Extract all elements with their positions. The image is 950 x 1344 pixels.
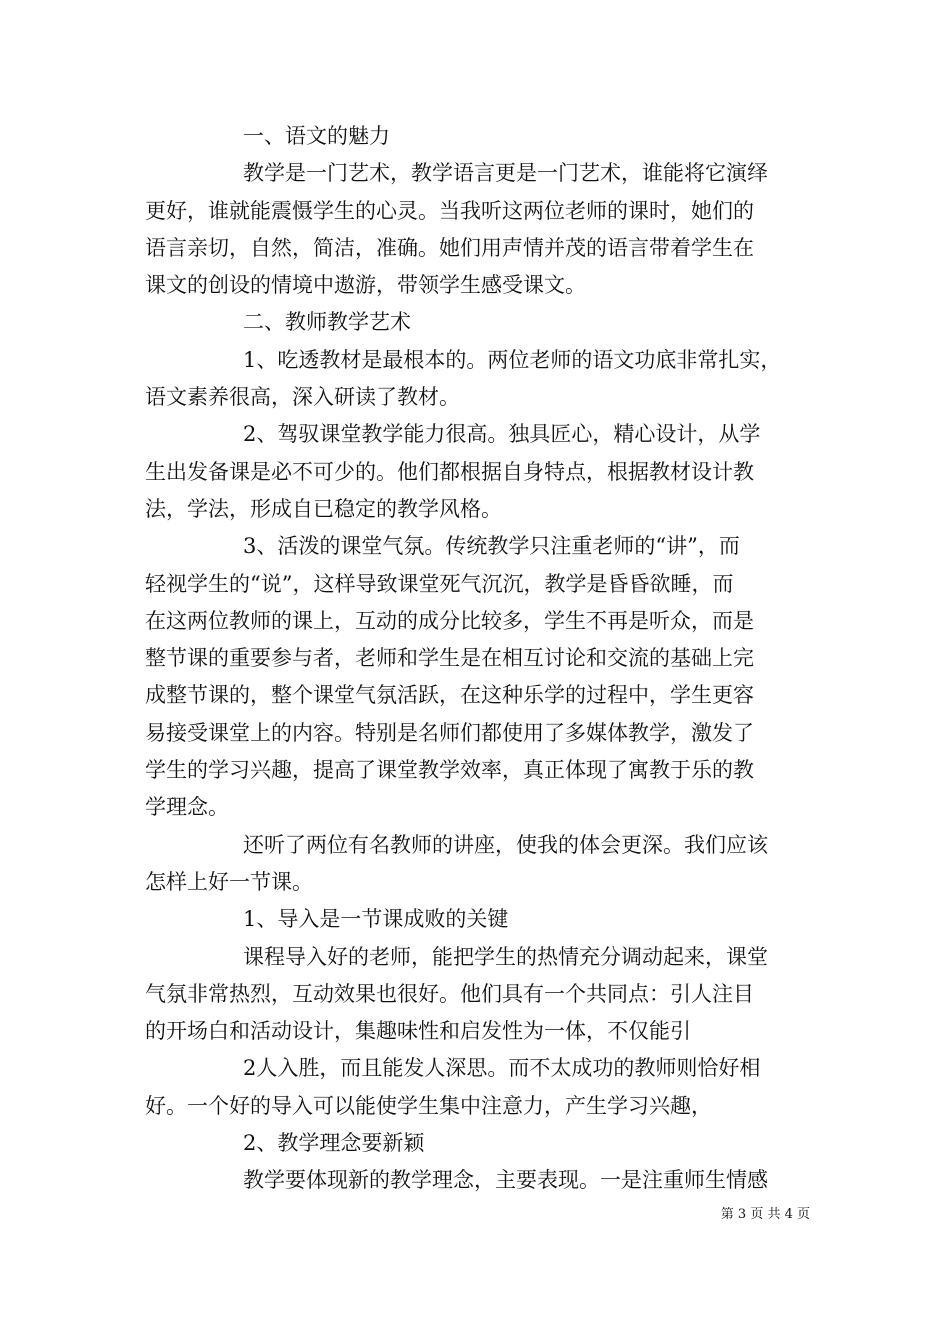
text-line: 3、活泼的课堂气氛。传统教学只注重老师的“讲”，而 (243, 534, 740, 559)
text-line: 2、驾驭课堂教学能力很高。独具匠心，精心设计，从学 (243, 422, 761, 447)
text-line: 轻视学生的“说”，这样导致课堂死气沉沉，教学是昏昏欲睡，而 (145, 571, 734, 596)
text-line: 1、导入是一节课成败的关键 (243, 907, 509, 932)
text-line: 二、教师教学艺术 (243, 310, 411, 335)
text-line: 学理念。 (145, 795, 229, 820)
text-line: 1、吃透教材是最根本的。两位老师的语文功底非常扎实， (243, 347, 782, 372)
text-line: 法，学法，形成自已稳定的教学风格。 (145, 496, 502, 521)
text-line: 语文素养很高，深入研读了教材。 (145, 385, 460, 410)
text-line: 学生的学习兴趣，提高了课堂教学效率，真正体现了寓教于乐的教 (145, 758, 754, 783)
text-line: 整节课的重要参与者，老师和学生是在相互讨论和交流的基础上完 (145, 646, 754, 671)
text-line: 语言亲切，自然，简洁，准确。她们用声情并茂的语言带着学生在 (145, 235, 754, 260)
text-line: 好。一个好的导入可以能使学生集中注意力，产生学习兴趣， (145, 1093, 712, 1118)
text-line: 2人入胜，而且能发人深思。而不太成功的教师则恰好相 (243, 1056, 761, 1081)
text-line: 一、语文的魅力 (243, 124, 390, 148)
page-number-footer: 第 3 页 共 4 页 (720, 1207, 810, 1222)
text-line: 课程导入好的老师，能把学生的热情充分调动起来，课堂 (243, 944, 768, 969)
text-line: 更好，谁就能震慑学生的心灵。当我听这两位老师的课时，她们的 (145, 198, 754, 223)
text-line: 怎样上好一节课。 (145, 869, 313, 894)
text-line: 还听了两位有名教师的讲座，使我的体会更深。我们应该 (243, 832, 768, 857)
text-line: 教学要体现新的教学理念，主要表现。一是注重师生情感 (243, 1168, 768, 1193)
document-body (145, 118, 810, 1200)
text-line: 2、教学理念要新颖 (243, 1131, 425, 1156)
text-line: 的开场白和活动设计，集趣味性和启发性为一体，不仅能引 (145, 1019, 691, 1044)
text-line: 生出发备课是必不可少的。他们都根据自身特点，根据教材设计教 (145, 459, 754, 484)
text-line: 成整节课的，整个课堂气氛活跃，在这种乐学的过程中，学生更容 (145, 683, 754, 708)
text-line: 易接受课堂上的内容。特别是名师们都使用了多媒体教学，激发了 (145, 720, 754, 745)
text-line: 在这两位教师的课上，互动的成分比较多，学生不再是听众，而是 (145, 608, 754, 633)
text-line: 课文的创设的情境中遨游，带领学生感受课文。 (145, 273, 586, 298)
text-line: 气氛非常热烈，互动效果也很好。他们具有一个共同点：引人注目 (145, 981, 754, 1006)
text-line: 教学是一门艺术，教学语言更是一门艺术，谁能将它演绎 (243, 161, 768, 186)
